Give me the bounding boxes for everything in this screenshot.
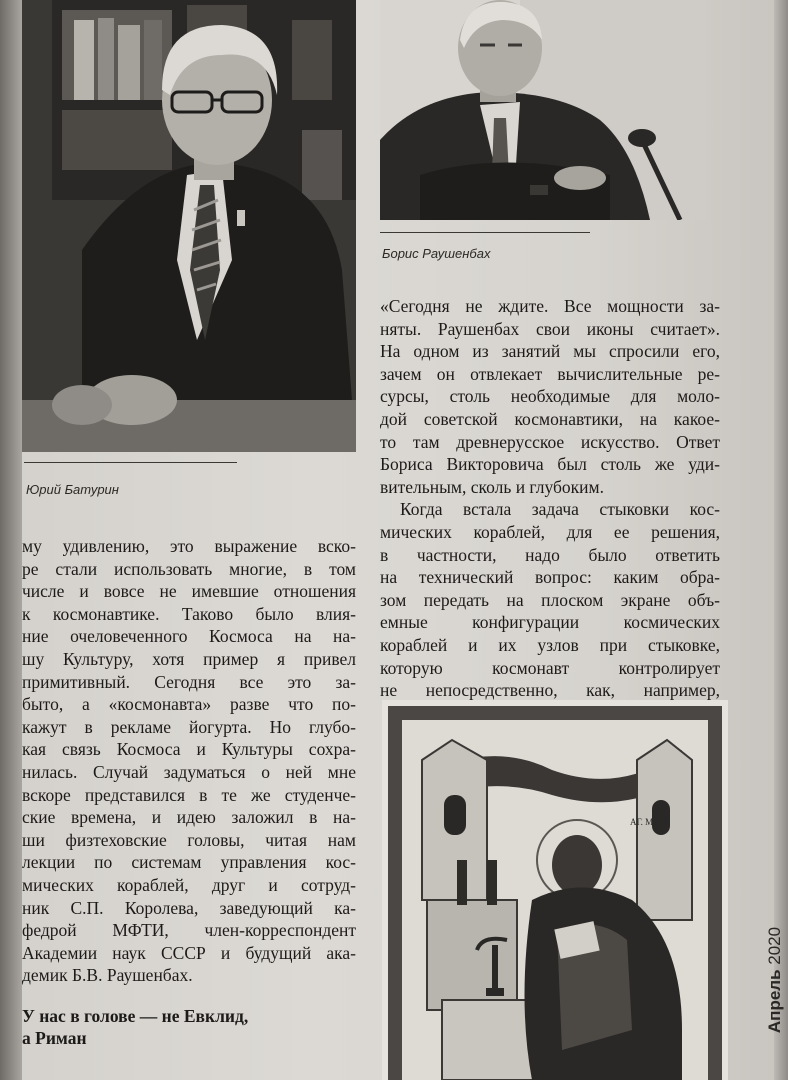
icon-image — [382, 700, 728, 1080]
text-line: зачем он отвлекает вычислительные ре- — [380, 363, 720, 384]
text-line: ре стали использовать многие, в том — [22, 558, 356, 579]
text-line: лекции по системам управления кос- — [22, 852, 356, 873]
text-line: емные конфигурации космических — [380, 612, 720, 633]
issue-date-vertical — [763, 880, 787, 1080]
text-line: ши физтеховские головы, читая нам — [22, 829, 356, 850]
section-heading-line: а Риман — [22, 1028, 87, 1048]
text-line: шу Культуру, хотя пример я привел — [22, 648, 356, 669]
text-line: «Сегодня не ждите. Все мощности за- — [380, 296, 720, 316]
caption-raushenbakh: Борис Раушенбах — [382, 246, 491, 261]
text-line: ник С.П. Королева, заведующий ка- — [22, 897, 356, 918]
text-line: то там древнерусское искусство. Ответ — [380, 431, 720, 452]
text-line: кораблей и их узлов при стыковке, — [380, 634, 720, 655]
text-line: быто, а «космонавта» разве что по- — [22, 694, 356, 715]
text-line: примитивный. Сегодня все это за- — [22, 671, 356, 692]
section-heading — [22, 1005, 356, 1049]
text-line: вскоре представился в те же студенче- — [22, 784, 356, 805]
icon-inscription: ΑΓ. ΜΑΘ — [630, 817, 666, 827]
portrait-baturin-image — [22, 0, 356, 452]
text-line: вительным, сколь и глубоким. — [380, 476, 604, 497]
page-spine-shadow — [0, 0, 22, 1080]
text-line: мических кораблей, друг и сотруд- — [22, 874, 356, 895]
text-line: Когда встала задача стыковки кос- — [400, 499, 720, 520]
text-line: к космонавтике. Таково было влия- — [22, 603, 356, 624]
text-line: кая связь Космоса и Культуры сохра- — [22, 739, 356, 760]
text-line: на технический вопрос: каким обра- — [380, 567, 720, 588]
text-line: ские времена, и идею заложил в на- — [22, 807, 356, 828]
left-column-text — [22, 535, 356, 987]
text-line: сурсы, столь необходимые для моло- — [380, 386, 720, 407]
text-line: Академии наук СССР и будущий ака- — [22, 942, 356, 963]
text-line: дой советской космонавтики, на какое- — [380, 408, 720, 429]
right-column-text — [380, 295, 720, 702]
caption-baturin: Юрий Батурин — [26, 482, 119, 497]
text-line: числе и вовсе не имевшие отношения — [22, 581, 356, 602]
text-line: Бориса Викторовича был столь же уди- — [380, 454, 720, 475]
section-heading-line: У нас в голове — не Евклид, — [22, 1006, 249, 1026]
text-line: зом передать на плоском экране объ- — [380, 589, 720, 610]
text-line: кажут в рекламе йогурта. Но глубо- — [22, 716, 356, 737]
issue-year: 2020 — [765, 926, 784, 965]
issue-month: Апрель — [765, 969, 784, 1034]
photo-baturin — [22, 0, 356, 452]
text-line: нилась. Случай задуматься о ней мне — [22, 761, 356, 782]
text-line: му удивлению, это выражение вско- — [22, 536, 356, 556]
text-line: няты. Раушенбах свои иконы считает». — [380, 318, 720, 339]
text-line: ние очеловеченного Космоса на на- — [22, 626, 356, 647]
photo-raushenbakh — [380, 0, 706, 220]
text-line: которую космонавт контролирует — [380, 657, 720, 678]
text-line: На одном из занятий мы спросили его, — [380, 341, 720, 362]
text-line: демик Б.В. Раушенбах. — [22, 965, 193, 986]
text-line: мических кораблей, для ее решения, — [380, 521, 720, 542]
issue-date — [765, 927, 785, 1033]
text-line: в частности, надо было ответить — [380, 544, 720, 565]
text-line: не непосредственно, как, например, — [380, 680, 720, 701]
icon-saint-matthew-image — [382, 700, 728, 1080]
caption-rule-right — [380, 232, 590, 233]
caption-rule-left — [24, 462, 237, 463]
portrait-raushenbakh-image — [380, 0, 706, 220]
text-line: федрой МФТИ, член-корреспондент — [22, 920, 356, 941]
